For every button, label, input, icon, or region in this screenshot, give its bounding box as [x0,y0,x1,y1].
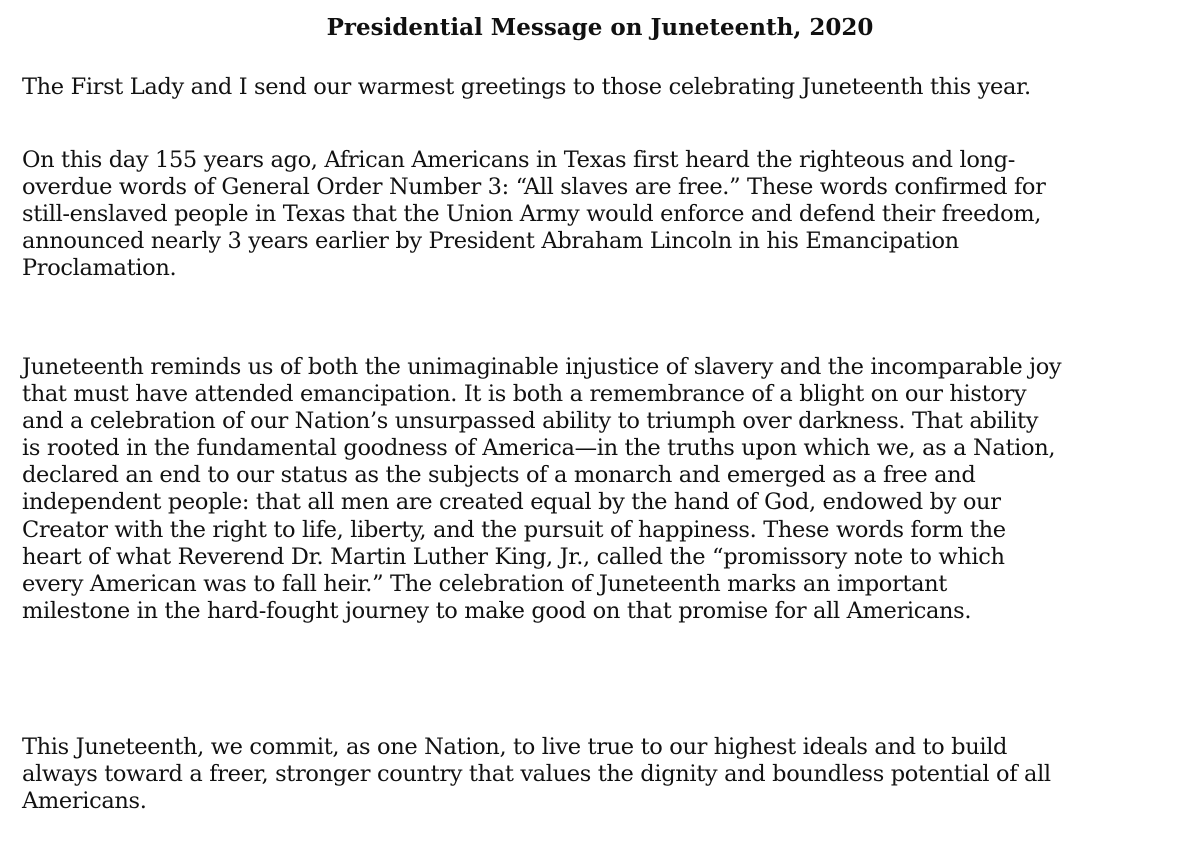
text-line: that must have attended emancipation. It is both a remembrance of a blight on our history [22,381,1027,408]
paragraph-greeting [22,74,1182,101]
paragraph-meaning [22,354,1182,625]
text-line: is rooted in the fundamental goodness of America—in the truths upon which we, as a Nation, [22,435,1056,462]
document-title: Presidential Message on Juneteenth, 2020 [326,14,874,41]
paragraph-history [22,147,1182,282]
text-line: declared an end to our status as the subjects of a monarch and emerged as a free and [22,462,976,489]
text-line: Juneteenth reminds us of both the unimaginable injustice of slavery and the incomparable joy [22,354,1062,380]
text-line: and a celebration of our Nation’s unsurpassed ability to triumph over darkness. That ability [22,408,1039,435]
text-line: announced nearly 3 years earlier by President Abraham Lincoln in his Emancipation [22,228,959,255]
text-line: Proclamation. [22,255,177,282]
text-line: independent people: that all men are created equal by the hand of God, endowed by our [22,489,1001,516]
text-line: The First Lady and I send our warmest greetings to those celebrating Juneteenth this year. [22,74,1031,100]
text-line: This Juneteenth, we commit, as one Nation, to live true to our highest ideals and to build [22,734,1008,760]
text-line: heart of what Reverend Dr. Martin Luther King, Jr., called the “promissory note to which [22,543,1005,570]
text-line: still-enslaved people in Texas that the Union Army would enforce and defend their freedom, [22,201,1042,228]
paragraph-commitment [22,734,1182,815]
text-line: always toward a freer, stronger country that values the dignity and boundless potential of all [22,761,1051,788]
text-line: overdue words of General Order Number 3: “All slaves are free.” These words confirmed for [22,174,1046,201]
text-line: Americans. [22,788,147,815]
text-line: milestone in the hard-fought journey to make good on that promise for all Americans. [22,597,972,624]
text-line: On this day 155 years ago, African Americans in Texas first heard the righteous and long- [22,147,1015,173]
text-line: every American was to fall heir.” The celebration of Juneteenth marks an important [22,570,947,597]
text-line: Creator with the right to life, liberty, and the pursuit of happiness. These words form the [22,516,1006,543]
